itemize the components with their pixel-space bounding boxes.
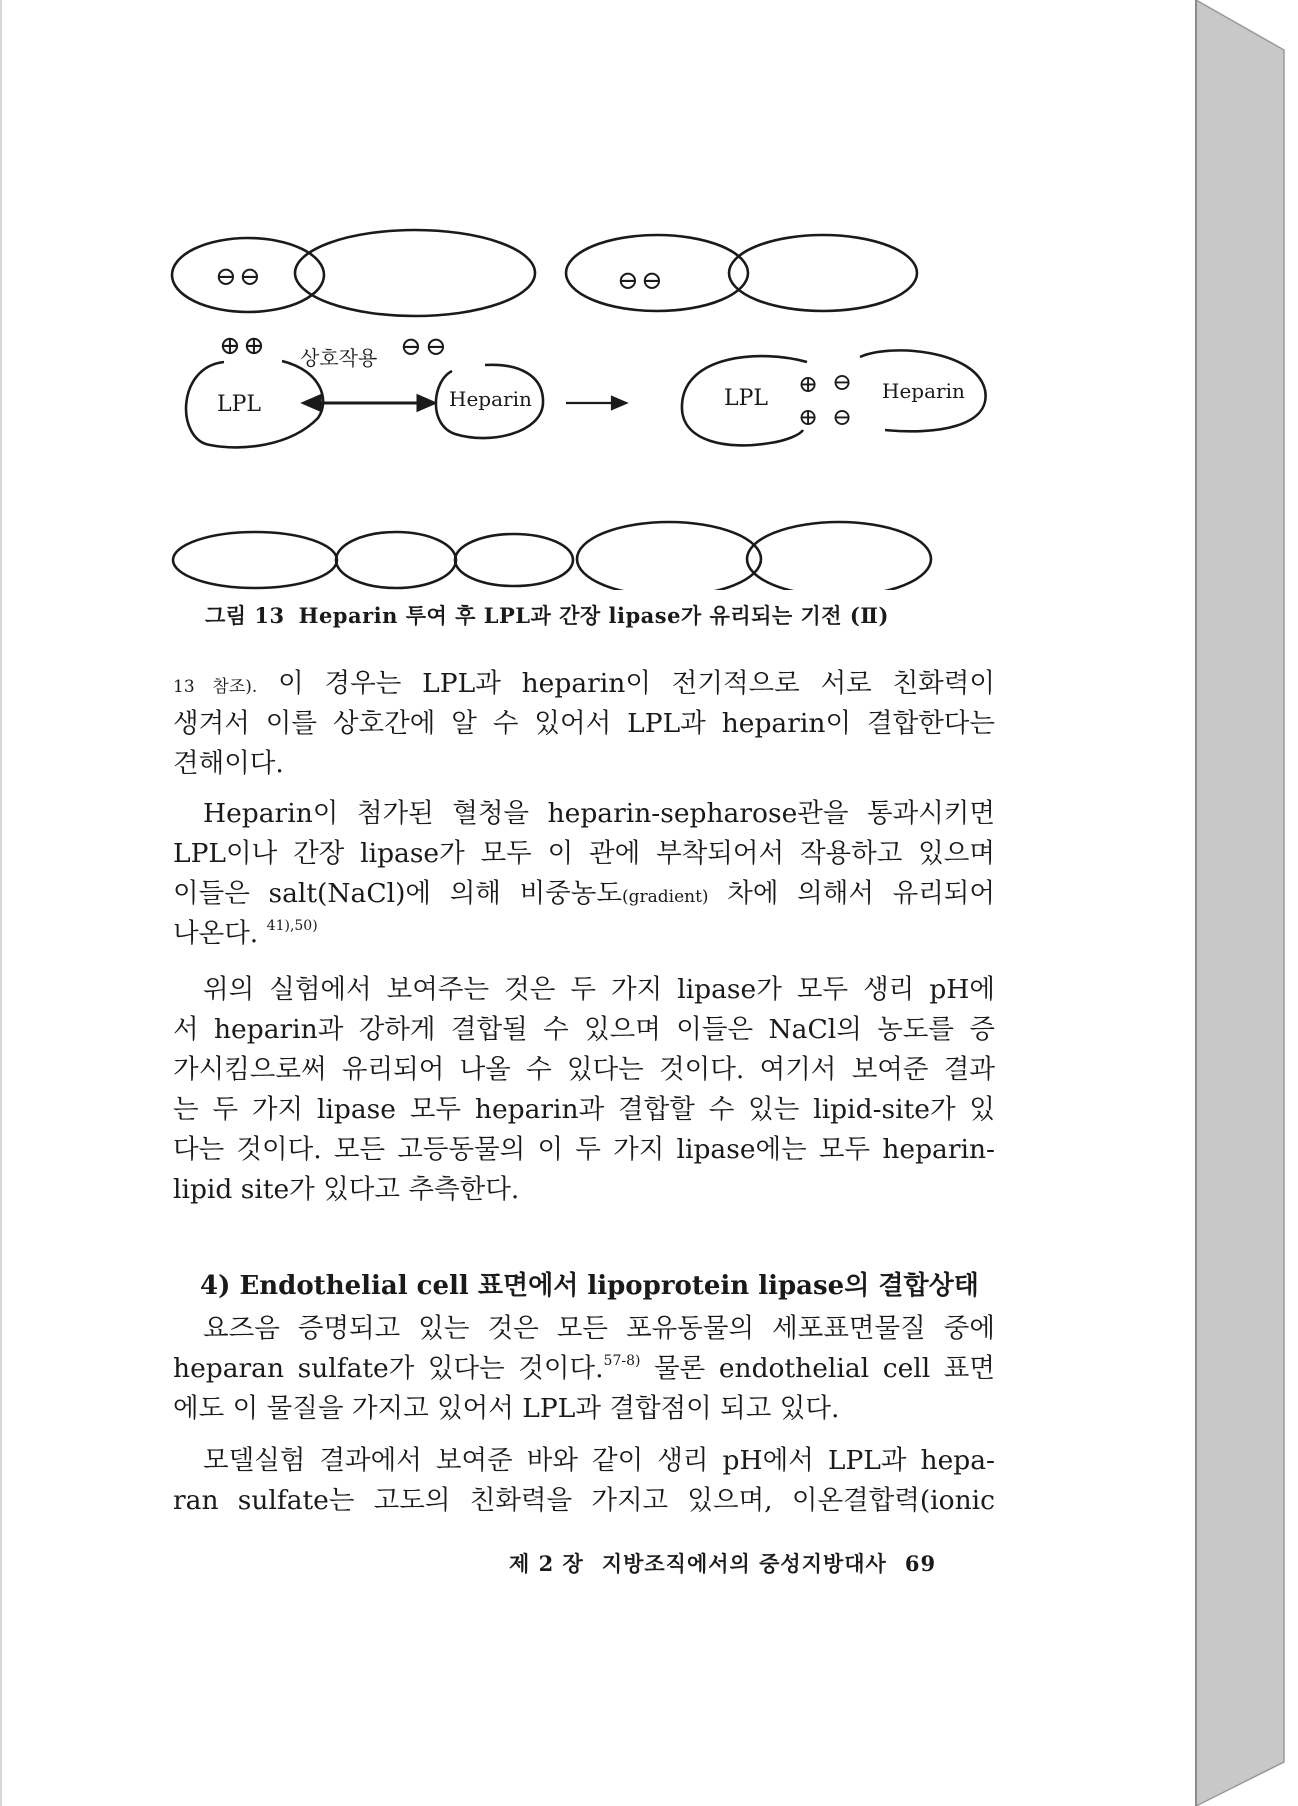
text-line: heparan sulfate가 있다는 것이다.$^{57-8)}$ 물론 endothelial cell 표면 bbox=[173, 1353, 995, 1384]
paragraph-2 bbox=[173, 794, 995, 954]
paragraph-4 bbox=[173, 1309, 995, 1429]
text-line: 이들은 salt(NaCl)에 의해 비중농도(gradient) 차에 의해서 유리되어 bbox=[173, 878, 995, 909]
lipoprotein-bl-2 bbox=[336, 532, 456, 588]
lipoprotein-bl-3 bbox=[455, 534, 573, 586]
text-line: 는 두 가지 lipase 모두 heparin과 결합할 수 있는 lipid-site가 있 bbox=[173, 1094, 995, 1125]
footer-chapter: 제 2 장 bbox=[509, 1551, 584, 1576]
lipoprotein-tl-2 bbox=[295, 230, 535, 316]
section-heading: 4) Endothelial cell 표면에서 lipoprotein lipase의 결합상태 bbox=[200, 1271, 979, 1301]
paragraph-3 bbox=[173, 970, 995, 1210]
text-line: 서 heparin과 강하게 결합될 수 있으며 이들은 NaCl의 농도를 증 bbox=[173, 1014, 995, 1045]
text-line: 13 참조). 이 경우는 LPL과 heparin이 전기적으로 서로 친화력이 bbox=[173, 668, 995, 699]
reaction-arrow bbox=[566, 397, 626, 409]
text-line: 가시킴으로써 유리되어 나올 수 있다는 것이다. 여기서 보여준 결과 bbox=[173, 1054, 995, 1085]
reference: 13 참조). bbox=[173, 677, 258, 697]
plus-charge-r-1: ⊕ bbox=[798, 370, 819, 398]
text-line: LPL이나 간장 lipase가 모두 이 관에 부착되어서 작용하고 있으며 bbox=[173, 838, 995, 869]
lipoprotein-br-1 bbox=[577, 522, 761, 590]
text-line: 에도 이 물질을 가지고 있어서 LPL과 결합점이 되고 있다. bbox=[173, 1393, 840, 1424]
heparin-left-label: Heparin bbox=[449, 387, 532, 411]
page-footer bbox=[509, 1548, 936, 1578]
paragraph-5 bbox=[173, 1441, 995, 1521]
minus-charges-tl: ⊖ bbox=[215, 262, 237, 292]
text-line: ran sulfate는 고도의 친화력을 가지고 있으며, 이온결합력(ionic bbox=[173, 1485, 995, 1516]
lipoprotein-br-2 bbox=[747, 522, 931, 590]
figure-caption bbox=[205, 600, 889, 630]
text-line: 생겨서 이를 상호간에 알 수 있어서 LPL과 heparin이 결합한다는 bbox=[173, 708, 995, 739]
lpl-right-label: LPL bbox=[724, 386, 769, 411]
caption-text: Heparin 투여 후 LPL과 간장 lipase가 유리되는 기전 (Ⅱ) bbox=[298, 603, 889, 628]
minus-charges-tl-2: ⊖ bbox=[239, 262, 261, 292]
heparin-right-label: Heparin bbox=[882, 379, 965, 403]
page-number: 69 bbox=[904, 1551, 937, 1576]
minus-charges-tr-1: ⊖ bbox=[617, 266, 639, 296]
text-line: 위의 실험에서 보여주는 것은 두 가지 lipase가 모두 생리 pH에 bbox=[203, 974, 995, 1005]
heparin-lpl-diagram bbox=[170, 225, 1030, 590]
minus-charges-tr-2: ⊖ bbox=[641, 266, 663, 296]
text-line: Heparin이 첨가된 혈청을 heparin-sepharose관을 통과시키면 bbox=[203, 798, 995, 829]
caption-label: 그림 13 bbox=[205, 603, 285, 628]
plus-charges-l-1: ⊕ bbox=[219, 331, 241, 361]
text-line: 다는 것이다. 모든 고등동물의 이 두 가지 lipase에는 모두 heparin- bbox=[173, 1134, 995, 1165]
text-line: 견해이다. bbox=[173, 748, 284, 779]
footer-title: 지방조직에서의 중성지방대사 bbox=[601, 1551, 887, 1576]
lipoprotein-bl-1 bbox=[173, 532, 337, 588]
minus-charges-l-2: ⊖ bbox=[425, 332, 447, 362]
text-line: 요즈음 증명되고 있는 것은 모든 포유동물의 세포표면물질 중에 bbox=[203, 1313, 995, 1344]
minus-charge-r-1: ⊖ bbox=[832, 368, 853, 396]
plus-charge-r-2: ⊕ bbox=[798, 403, 819, 431]
text-line: 나온다. $^{41),50)}$ bbox=[173, 918, 318, 949]
minus-charges-l-1: ⊖ bbox=[400, 332, 422, 362]
paragraph-1 bbox=[173, 664, 995, 784]
text-line: 모델실험 결과에서 보여준 바와 같이 생리 pH에서 LPL과 hepa- bbox=[203, 1445, 995, 1476]
interaction-label: 상호작용 bbox=[300, 346, 378, 370]
text-line: lipid site가 있다고 추측한다. bbox=[173, 1174, 520, 1205]
minus-charge-r-2: ⊖ bbox=[832, 403, 853, 431]
lipoprotein-tr-2 bbox=[729, 235, 917, 311]
plus-charges-l-2: ⊕ bbox=[243, 331, 265, 361]
lpl-left-label: LPL bbox=[217, 392, 262, 417]
citation: 41),50) bbox=[266, 918, 318, 934]
citation: 57-8) bbox=[603, 1353, 641, 1369]
